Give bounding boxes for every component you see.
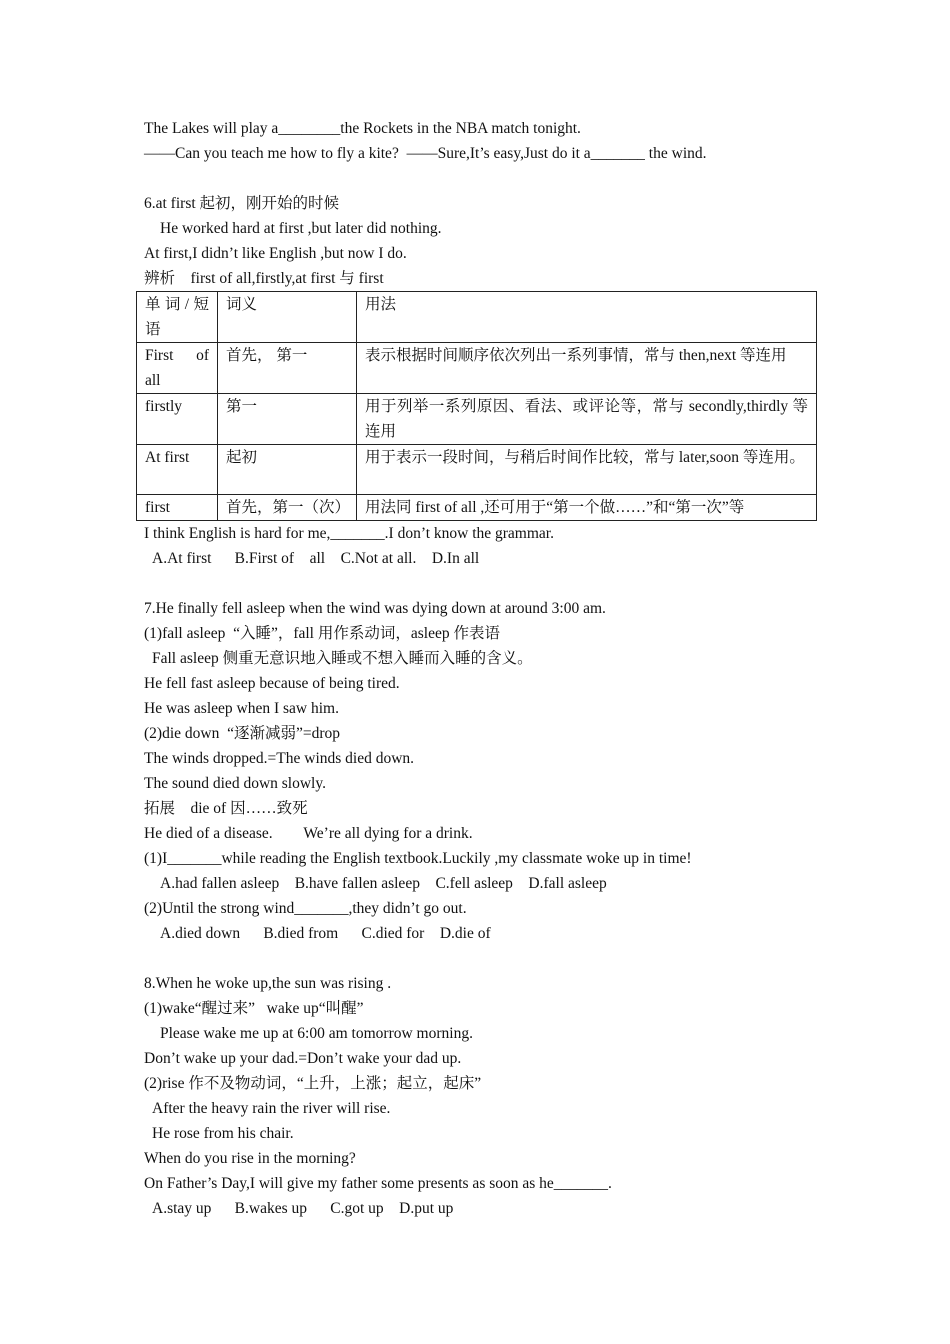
example-sentence: The winds dropped.=The winds died down.: [144, 750, 415, 767]
table-cell: 用法同 first of all ,还可用于“第一个做……”和“第一次”等: [357, 495, 817, 521]
exercise-options: A.died down B.died from C.died for D.die of: [160, 925, 491, 942]
example-sentence: He worked hard at first ,but later did nothing.: [160, 220, 442, 237]
example-sentence: He fell fast asleep because of being tired.: [144, 675, 400, 692]
example-sentence: When do you rise in the morning?: [144, 1150, 356, 1167]
spacer: [144, 571, 824, 596]
table-header-cell: 用法: [357, 292, 817, 343]
exercise-options: A.At first B.First of all C.Not at all. D.In all: [152, 550, 480, 567]
note-line: Fall asleep 侧重无意识地入睡或不想入睡而入睡的含义。: [152, 650, 533, 667]
exercise-question: (1)I_______while reading the English textbook.Luckily ,my classmate woke up in time!: [144, 850, 692, 867]
example-sentence: He was asleep when I saw him.: [144, 700, 339, 717]
example-sentence: At first,I didn’t like English ,but now I do.: [144, 245, 407, 262]
table-cell: 首先， 第一: [218, 343, 357, 394]
table-row: [137, 445, 817, 495]
spacer: [144, 946, 824, 971]
table-cell: 首先，第一（次）: [218, 495, 357, 521]
table-header-row: [137, 292, 817, 343]
example-sentence: Please wake me up at 6:00 am tomorrow morning.: [160, 1025, 473, 1042]
table-cell: 表示根据时间顺序依次列出一系列事情，常与 then,next 等连用: [357, 343, 817, 394]
sub-point: (2)rise 作不及物动词，“上升，上涨；起立，起床”: [144, 1075, 482, 1092]
compare-heading: 辨析 first of all,firstly,at first 与 first: [144, 270, 384, 287]
example-sentence: He died of a disease. We’re all dying for a drink.: [144, 825, 473, 842]
table-row: [137, 495, 817, 521]
table-header-cell: 单词/短语: [137, 292, 218, 343]
table-cell: 用于列举一系列原因、看法、或评论等，常与 secondly,thirdly 等连用: [357, 394, 817, 445]
exercise-question: (2)Until the strong wind_______,they didn’t go out.: [144, 900, 467, 917]
table-cell: At first: [137, 445, 218, 495]
exercise-question: I think English is hard for me,_______.I don’t know the grammar.: [144, 525, 554, 542]
example-sentence: He rose from his chair.: [152, 1125, 294, 1142]
exercise-question: On Father’s Day,I will give my father some presents as soon as he_______.: [144, 1175, 612, 1192]
table-cell: first: [137, 495, 218, 521]
section-8-heading: 8.When he woke up,the sun was rising .: [144, 975, 392, 992]
example-sentence: The sound died down slowly.: [144, 775, 326, 792]
table-cell: 用于表示一段时间，与稍后时间作比较，常与 later,soon 等连用。: [357, 445, 817, 495]
table-row: [137, 394, 817, 445]
spacer: [144, 166, 824, 191]
sub-point: (2)die down “逐渐减弱”=drop: [144, 725, 340, 742]
table-cell: firstly: [137, 394, 218, 445]
section-7-heading: 7.He finally fell asleep when the wind was dying down at around 3:00 am.: [144, 600, 606, 617]
table-cell: 起初: [218, 445, 357, 495]
extension-line: 拓展 die of 因……致死: [144, 800, 308, 817]
table-cell: 第一: [218, 394, 357, 445]
document-page: [144, 116, 824, 1221]
sub-point: (1)wake“醒过来” wake up“叫醒”: [144, 1000, 364, 1017]
example-sentence: Don’t wake up your dad.=Don’t wake your dad up.: [144, 1050, 462, 1067]
exercise-options: A.stay up B.wakes up C.got up D.put up: [152, 1200, 454, 1217]
table-header-cell: 词义: [218, 292, 357, 343]
section-6-heading: 6.at first 起初，刚开始的时候: [144, 195, 340, 212]
text-line: The Lakes will play a________the Rockets in the NBA match tonight.: [144, 120, 581, 137]
text-line: ——Can you teach me how to fly a kite? ——Sure,It’s easy,Just do it a_______ the wind.: [144, 145, 707, 162]
comparison-table: [136, 291, 817, 521]
table-cell: First of all: [137, 343, 218, 394]
example-sentence: After the heavy rain the river will rise.: [152, 1100, 391, 1117]
table-row: [137, 343, 817, 394]
exercise-options: A.had fallen asleep B.have fallen asleep C.fell asleep D.fall asleep: [160, 875, 607, 892]
sub-point: (1)fall asleep “入睡”，fall 用作系动词，asleep 作表语: [144, 625, 500, 642]
